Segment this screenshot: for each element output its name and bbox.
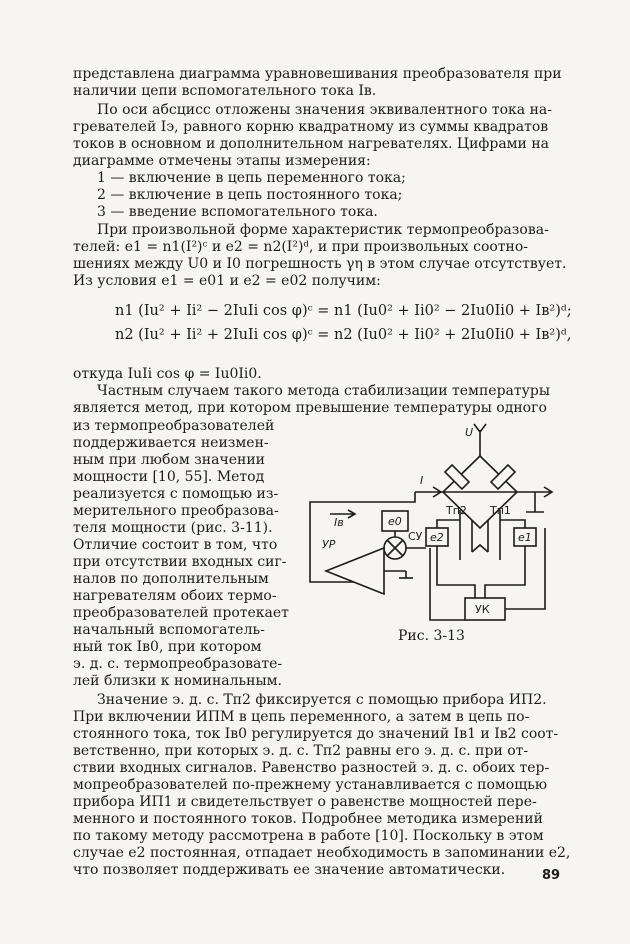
- label-U: U: [465, 426, 474, 439]
- text-line: э. д. с. термопреобразовате-: [73, 656, 283, 672]
- circuit-diagram: [300, 420, 565, 635]
- label-Tp1: Тп1: [490, 504, 511, 517]
- text-line: реализуется с помощью из-: [73, 486, 279, 502]
- text-line: Значение э. д. с. Тп2 фиксируется с помощью прибора ИП2.: [97, 692, 547, 708]
- text-line: ный ток Iв0, при котором: [73, 639, 262, 655]
- text-line: что позволяет поддерживать ее значение автоматически.: [73, 862, 506, 878]
- list-item: 1 — включение в цепь переменного тока;: [97, 170, 406, 186]
- label-e0: e0: [388, 515, 402, 528]
- text-line: теля мощности (рис. 3-11).: [73, 520, 273, 536]
- text-line: налов по дополнительным: [73, 571, 269, 587]
- text-line: поддерживается неизмен-: [73, 435, 269, 451]
- equation: n2 (Iu² + Ii² + 2IuIi cos φ)ᶜ = n2 (Iu0² + Ii0² + 2Iu0Ii0 + Iв²)ᵈ,: [115, 327, 572, 343]
- text-line: менного и постоянного токов. Подробнее методика измерений: [73, 811, 543, 827]
- text-line: По оси абсцисс отложены значения эквивалентного тока на-: [97, 102, 552, 118]
- label-SU: СУ: [408, 530, 423, 543]
- text-line: Отличие состоит в том, что: [73, 537, 278, 553]
- text-line: телей: e1 = n1(I²)ᶜ и e2 = n2(I²)ᵈ, и при произвольных соотно-: [73, 239, 529, 255]
- list-item: 3 — введение вспомогательного тока.: [97, 204, 378, 220]
- text-line: ным при любом значении: [73, 452, 266, 468]
- text-line: При произвольной форме характеристик термопреобразова-: [97, 222, 549, 238]
- text-line: При включении ИПМ в цепь переменного, а затем в цепь по-: [73, 709, 530, 725]
- text-line: стоянного тока, ток Iв0 регулируется до значений Iв1 и Iв2 соот-: [73, 726, 559, 742]
- label-UK: УК: [475, 603, 490, 616]
- label-Tp2: Тп2: [446, 504, 467, 517]
- text-line: ветственно, при которых э. д. с. Тп2 равны его э. д. с. при от-: [73, 743, 529, 759]
- text-line: начальный вспомогатель-: [73, 622, 265, 638]
- text-line: гревателей Iэ, равного корню квадратному из суммы квадратов: [73, 119, 549, 135]
- text-line: представлена диаграмма уравновешивания преобразователя при: [73, 66, 562, 82]
- text-line: откуда IuIi cos φ = Iu0Ii0.: [73, 366, 262, 382]
- figure-caption: Рис. 3-13: [398, 628, 465, 644]
- text-line: является метод, при котором превышение температуры одного: [73, 400, 547, 416]
- text-line: диаграмме отмечены этапы измерения:: [73, 153, 371, 169]
- page-number: 89: [542, 868, 561, 883]
- text-line: токов в основном и дополнительном нагревателях. Цифрами на: [73, 136, 550, 152]
- text-line: по такому методу рассмотрена в работе [10]. Поскольку в этом: [73, 828, 544, 844]
- label-e1: e1: [518, 531, 532, 544]
- text-line: мопреобразователей по-прежнему устанавливается с помощью: [73, 777, 548, 793]
- text-line: мощности [10, 55]. Метод: [73, 469, 265, 485]
- text-line: лей близки к номинальным.: [73, 673, 282, 689]
- text-line: Из условия e1 = e01 и e2 = e02 получим:: [73, 273, 381, 289]
- label-Iv: Iв: [334, 516, 344, 529]
- text-line: нагревателям обоих термо-: [73, 588, 277, 604]
- text-line: прибора ИП1 и свидетельствует о равенстве мощностей пере-: [73, 794, 537, 810]
- label-I: I: [420, 474, 424, 487]
- text-line: Частным случаем такого метода стабилизации температуры: [97, 383, 550, 399]
- text-line: мерительного преобразова-: [73, 503, 279, 519]
- equation: n1 (Iu² + Ii² − 2IuIi cos φ)ᶜ = n1 (Iu0² + Ii0² − 2Iu0Ii0 + Iв²)ᵈ;: [115, 303, 572, 319]
- text-line: из термопреобразователей: [73, 418, 275, 434]
- label-UR: УР: [322, 538, 336, 551]
- text-line: при отсутствии входных сиг-: [73, 554, 287, 570]
- list-item: 2 — включение в цепь постоянного тока;: [97, 187, 403, 203]
- text-line: преобразователей протекает: [73, 605, 289, 621]
- text-line: случае e2 постоянная, отпадает необходимость в запоминании e2,: [73, 845, 571, 861]
- label-e2: e2: [430, 531, 444, 544]
- text-line: шениях между U0 и I0 погрешность γη в этом случае отсутствует.: [73, 256, 567, 272]
- text-line: ствии входных сигналов. Равенство разностей э. д. с. обоих тер-: [73, 760, 550, 776]
- text-line: наличии цепи вспомогательного тока Iв.: [73, 83, 377, 99]
